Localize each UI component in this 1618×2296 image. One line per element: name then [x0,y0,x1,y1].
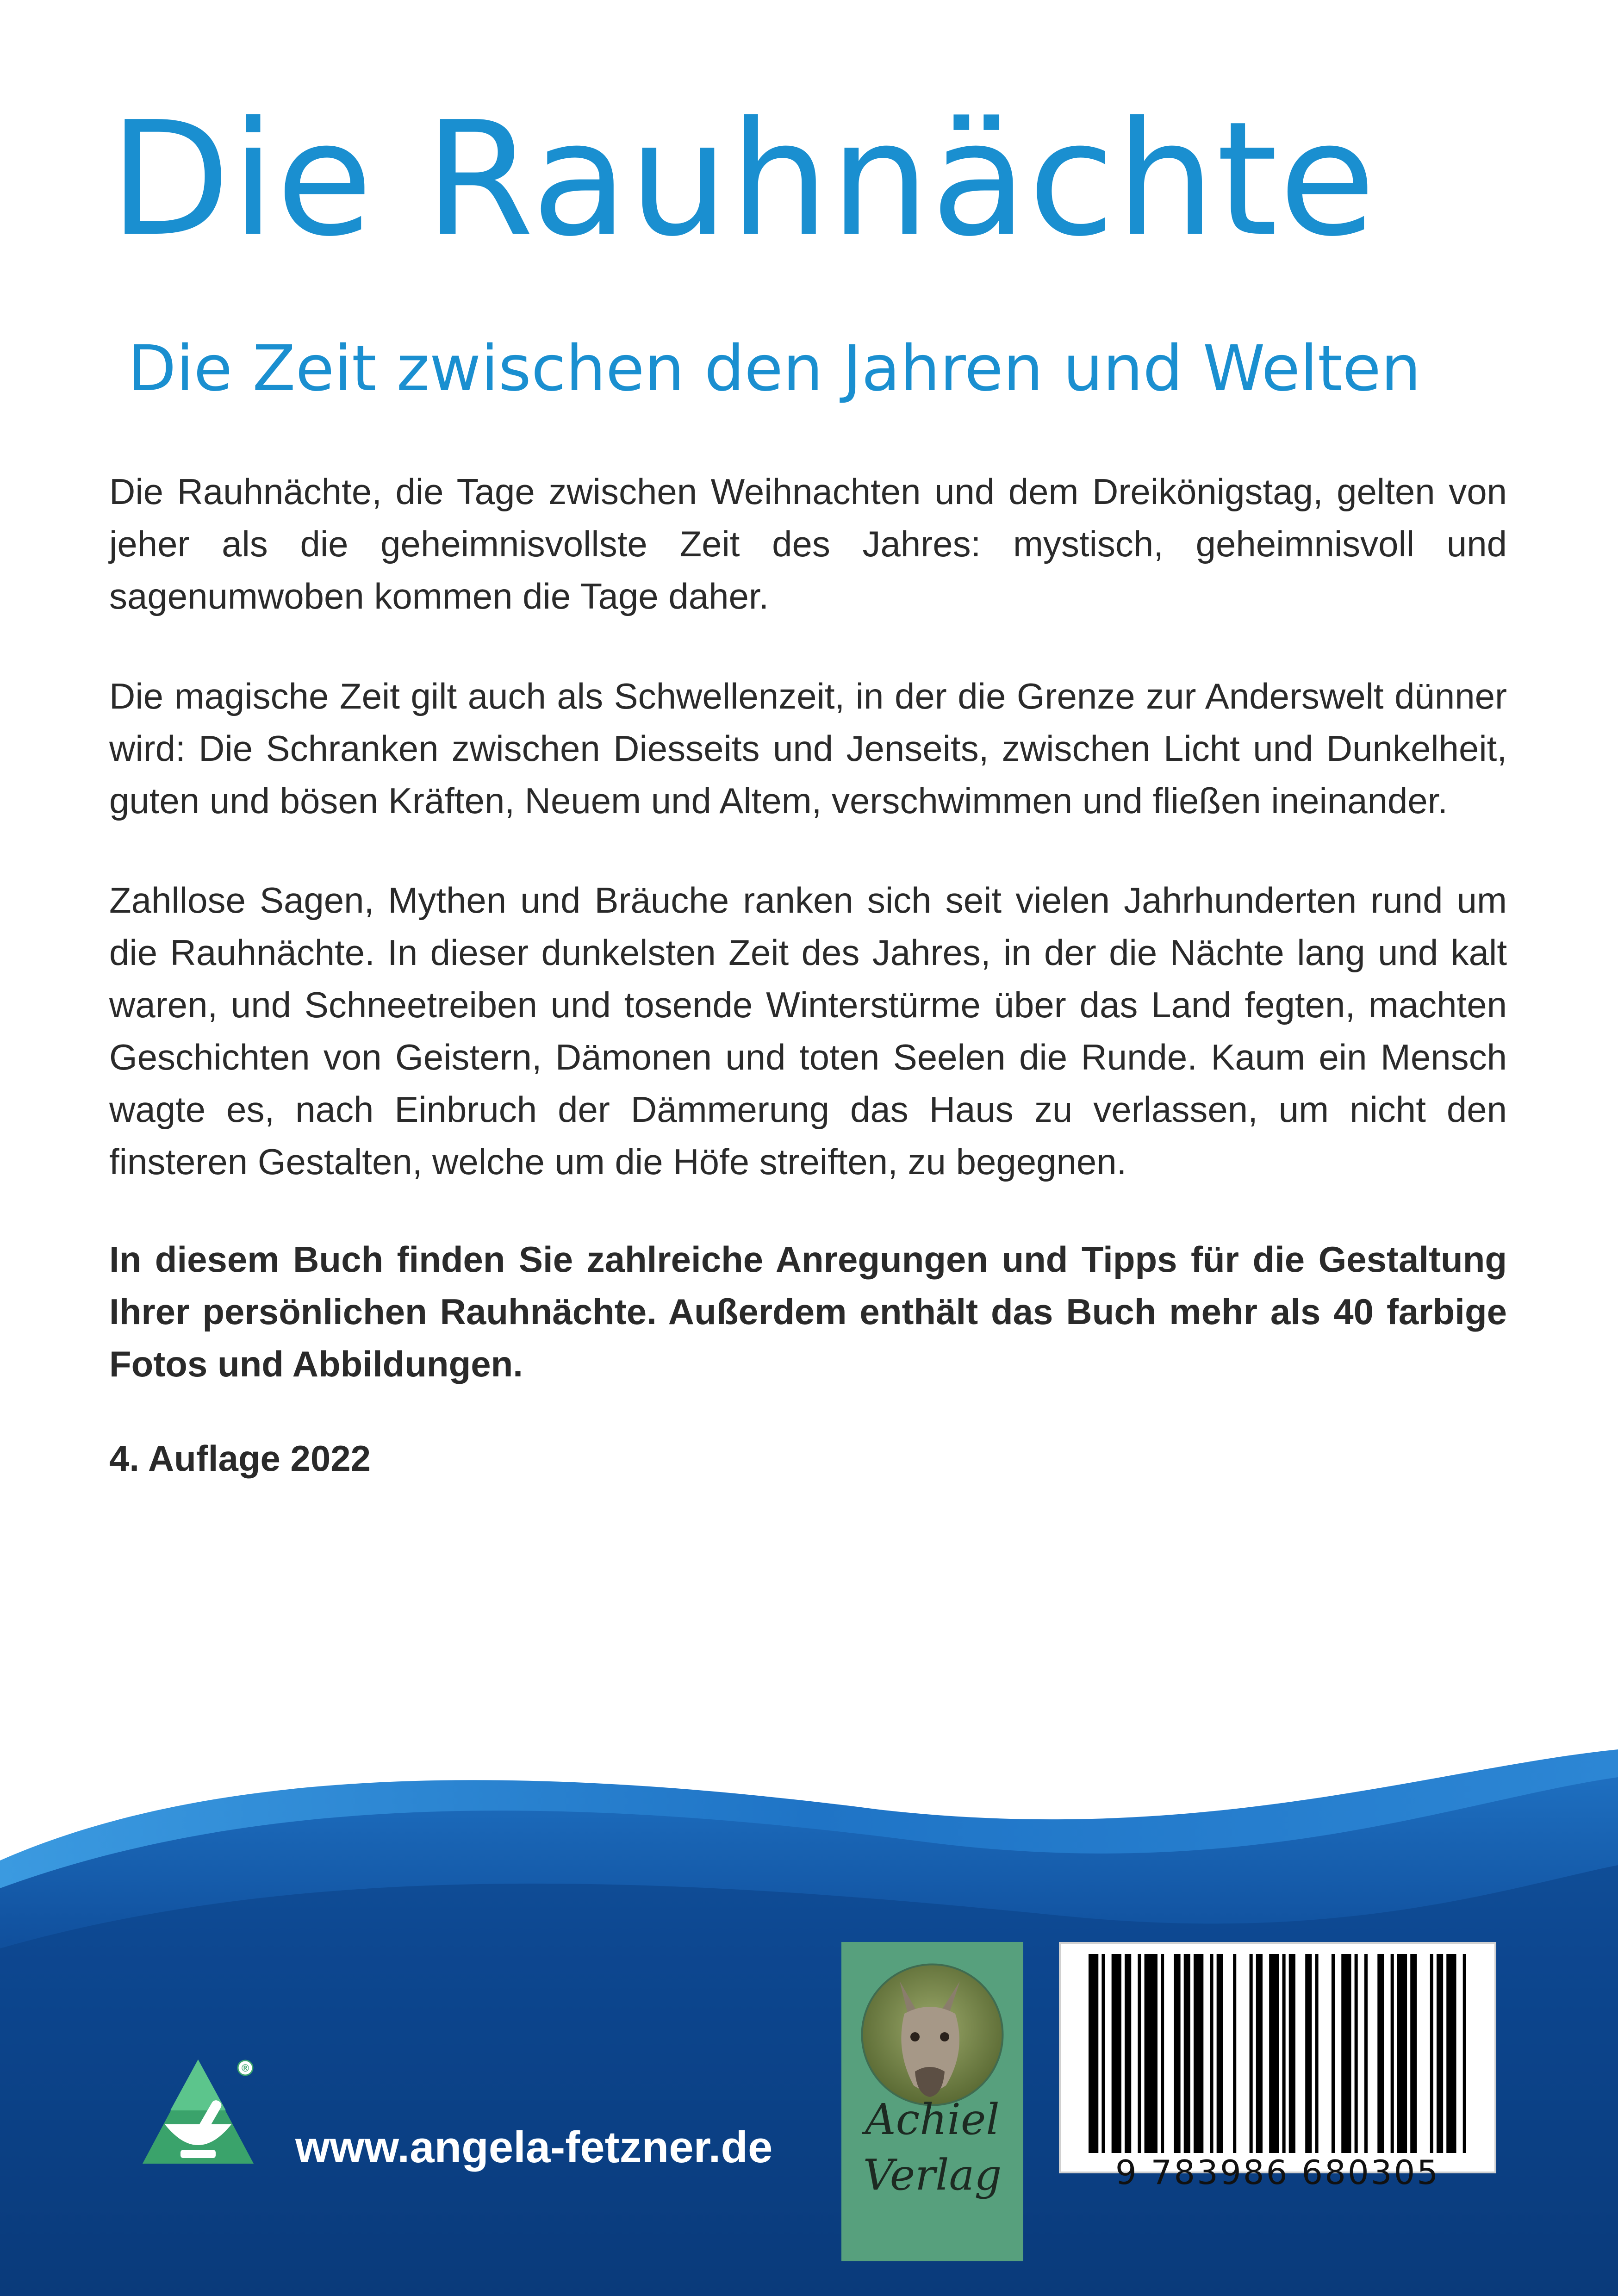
website-url: www.angela-fetzner.de [295,2122,773,2172]
publisher-logo [841,1942,1023,2261]
barcode-bar [1364,1954,1368,2153]
cover-title: Die Rauhnächte [109,88,1377,271]
barcode-bar [1161,1954,1164,2153]
barcode-bar [1125,1954,1131,2153]
barcode-bar [1210,1954,1213,2153]
barcode-bar [1145,1954,1157,2153]
edition-note: 4. Auflage 2022 [109,1438,371,1479]
barcode-bar [1269,1954,1279,2153]
donkey-portrait-icon [860,1963,1004,2107]
barcode-bar [1184,1954,1190,2153]
barcode-bar [1391,1954,1394,2153]
barcode-bar [1101,1954,1105,2153]
barcode-bar [1315,1954,1318,2153]
cover-subtitle: Die Zeit zwischen den Jahren und Welten [128,332,1421,405]
barcode-bar [1332,1954,1335,2153]
barcode-bar [1410,1954,1417,2153]
barcode-bar [1437,1954,1443,2153]
barcode-bars [1089,1954,1473,2153]
barcode-bar [1446,1954,1456,2153]
barcode-bar [1233,1954,1236,2153]
barcode-bar [1305,1954,1312,2153]
barcode-bar [1194,1954,1203,2153]
barcode-bar [1250,1954,1253,2153]
barcode-bar [1377,1954,1384,2153]
triangle-mortar-icon [138,2055,258,2171]
publisher-name-line1: Achiel [865,2095,1000,2144]
barcode-bar [1217,1954,1223,2153]
barcode-bar [1341,1954,1351,2153]
barcode-bar [1174,1954,1180,2153]
blurb-paragraph-2: Die magische Zeit gilt auch als Schwellenzeit, in der die Grenze zur Anderswelt dünner wird: Die Schranken zwischen Diesseits und Jenseits, zwischen Licht und Dunkelheit, guten und bösen Kräften, Neuem und Altem, verschwimmen und fließen ineinander. [109,676,1507,821]
blurb-highlight: In diesem Buch finden Sie zahlreiche Anregungen und Tipps für die Gestaltung Ihrer persönlichen Rauhnächte. Außerdem enthält das Buch mehr als 40 farbige Fotos und Abbildungen. [109,1239,1507,1384]
barcode-bar [1463,1954,1466,2153]
barcode-bar [1282,1954,1286,2153]
barcode-bar [1397,1954,1407,2153]
isbn-number: 9 783986 680305 [1115,2153,1440,2192]
registered-mark: ® [241,2062,249,2074]
blurb-paragraph-1: Die Rauhnächte, die Tage zwischen Weihnachten und dem Dreikönigstag, gelten von jeher als die geheimnisvollste Zeit des Jahres: mystisch, geheimnisvoll und sagenumwoben kommen die Tage daher. [109,471,1507,616]
isbn-barcode [1059,1942,1496,2192]
blurb-paragraph-3: Zahllose Sagen, Mythen und Bräuche ranken sich seit vielen Jahrhunderten rund um die Rauhnächte. In dieser dunkelsten Zeit des Jahres, in der die Nächte lang und kalt waren, und Schneetreiben und tosende Winterstürme über das Land fegten, machten Geschichten von Geistern, Dämonen und toten Seelen die Runde. Kaum ein Mensch wagte es, nach Einbruch der Dämmerung das Haus zu verlassen, um nicht den finsteren Gestalten, welche um die Höfe streiften, zu begegnen. [109,880,1507,1182]
barcode-bar [1112,1954,1121,2153]
barcode-bar [1256,1954,1263,2153]
barcode-bar [1138,1954,1141,2153]
publisher-name-line2: Verlag [863,2150,1002,2200]
barcode-bar [1430,1954,1433,2153]
barcode-bar [1289,1954,1295,2153]
barcode-bar [1355,1954,1358,2153]
barcode-bar [1089,1954,1098,2153]
